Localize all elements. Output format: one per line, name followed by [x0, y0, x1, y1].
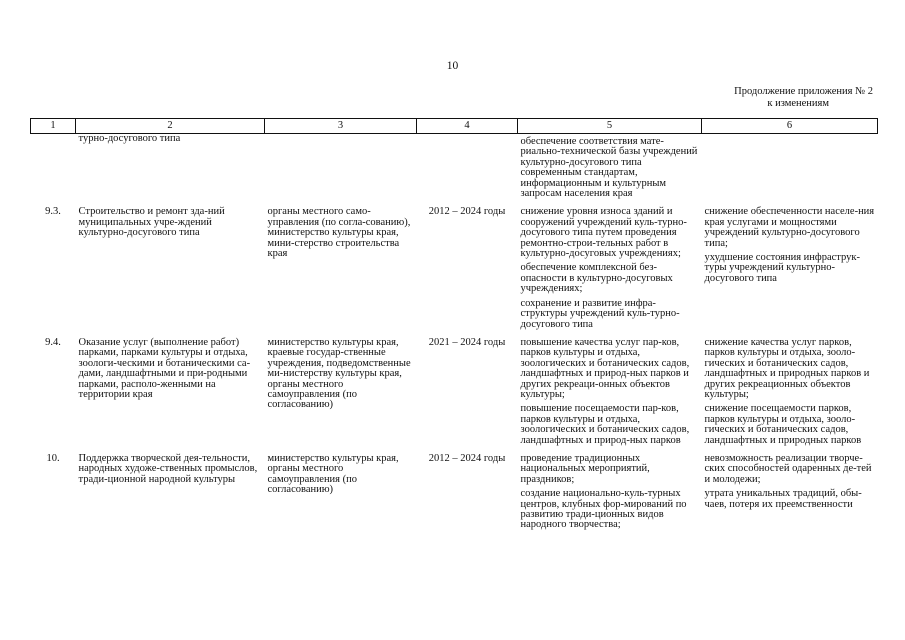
- document-table: [30, 118, 878, 531]
- table-row: [31, 446, 878, 531]
- table-header-row: [31, 119, 878, 134]
- row-name: Поддержка творческой дея-тельности, народных художе-ственных промыслов, тради-ционной народной культуры: [78, 452, 258, 485]
- column-header-1: 1: [31, 119, 76, 134]
- column-header-5: 5: [518, 119, 702, 134]
- table-row: [31, 330, 878, 446]
- row-number: [31, 134, 76, 200]
- row-results: [518, 134, 702, 200]
- row-executor: министерство культуры края, органы местного самоуправления (по согласованию): [267, 452, 399, 496]
- row-number: 9.3.: [45, 206, 61, 218]
- row-consequences: [702, 199, 878, 329]
- result-paragraph: сохранение и развитие инфра-структуры учреждений куль-турно-досугового типа: [520, 297, 680, 330]
- row-results: [518, 446, 702, 531]
- column-header-3: 3: [265, 119, 417, 134]
- row-name: Оказание услуг (выполнение работ) парками, парками культуры и отдыха, зоологи-ческими и ботаническими са-дами, ландшафтными и при-родными парками, располо-женными на территории края: [78, 336, 251, 400]
- consequence-paragraph: снижение посещаемости парков, парков культуры и отдыха, зооло-гических и ботанических садов, ландшафтных и природных парков: [704, 403, 862, 446]
- column-header-4: 4: [417, 119, 518, 134]
- result-paragraph: проведение традиционных национальных мероприятий, праздников;: [520, 452, 650, 485]
- appendix-note-line1: Продолжение приложения № 2: [734, 86, 873, 97]
- row-consequences: [702, 134, 878, 200]
- row-results: [518, 330, 702, 446]
- row-executor: министерство культуры края, краевые государ-ственные учреждения, подведомственные ми-нистерству культуры края, органы местного самоуправления (по согласованию): [267, 336, 411, 411]
- result-paragraph: повышение качества услуг пар-ков, парков культуры и отдыха, зоологических и ботанических садов, ландшафтных и природ-ных парков и других рекреаци-онных объектов культуры;: [520, 336, 690, 400]
- appendix-note-line2: к изменениям: [767, 98, 829, 109]
- table-row: [31, 199, 878, 329]
- consequence-paragraph: ухудшение состояния инфраструк-туры учреждений культурно-досугового типа: [704, 252, 860, 284]
- consequence-paragraph: невозможность реализации творче-ских способностей одаренных де-тей и молодежи;: [704, 452, 872, 485]
- result-paragraph: обеспечение соответствия мате-риально-технической базы учреждений культурно-досугового типа современным стандартам, информационным и культурным запросам населения края: [520, 136, 698, 200]
- row-period: [417, 134, 518, 200]
- row-name: турно-досугового типа: [78, 133, 181, 144]
- column-header-6: 6: [702, 119, 878, 134]
- row-consequences: [702, 446, 878, 531]
- result-paragraph: обеспечение комплексной без-опасности в культурно-досуговых учреждениях;: [520, 262, 673, 295]
- result-paragraph: повышение посещаемости пар-ков, парков культуры и отдыха, зоологических и ботанических садов, ландшафтных и природ-ных парков: [520, 403, 690, 446]
- appendix-note: [734, 86, 873, 110]
- consequence-paragraph: снижение обеспеченности населе-ния края услугами и мощностями учреждений культурно-досугового типа;: [704, 206, 875, 249]
- row-period: 2012 – 2024 годы: [428, 206, 506, 218]
- row-executor: [265, 134, 417, 200]
- row-executor: органы местного само-управления (по согла-сованию), министерство культуры края, мини-стерство строительства края: [267, 206, 411, 260]
- consequence-paragraph: снижение качества услуг парков, парков культуры и отдыха, зооло-гических и ботанических садов, ландшафтных и природных парков и других рекреационных объектов культуры;: [704, 336, 870, 400]
- row-results: [518, 199, 702, 329]
- consequence-paragraph: утрата уникальных традиций, обы-чаев, потеря их преемственности: [704, 488, 862, 510]
- table-row: [31, 134, 878, 200]
- result-paragraph: снижение уровня износа зданий и сооружений учреждений куль-турно-досугового типа путем проведения ремонтно-строи-тельных работ в культурно-досуговых учреждениях;: [520, 206, 687, 260]
- row-number: 10.: [46, 452, 60, 464]
- page-number: 10: [446, 60, 459, 72]
- result-paragraph: создание национально-куль-турных центров, клубных фор-мирований по развитию тради-ционных видов народного творчества;: [520, 488, 687, 531]
- row-period: 2021 – 2024 годы: [428, 336, 506, 348]
- row-period: 2012 – 2024 годы: [428, 452, 506, 464]
- row-name: Строительство и ремонт зда-ний муниципальных учре-ждений культурно-досугового типа: [78, 206, 225, 239]
- row-number: 9.4.: [45, 336, 61, 348]
- column-header-2: 2: [76, 119, 265, 134]
- row-consequences: [702, 330, 878, 446]
